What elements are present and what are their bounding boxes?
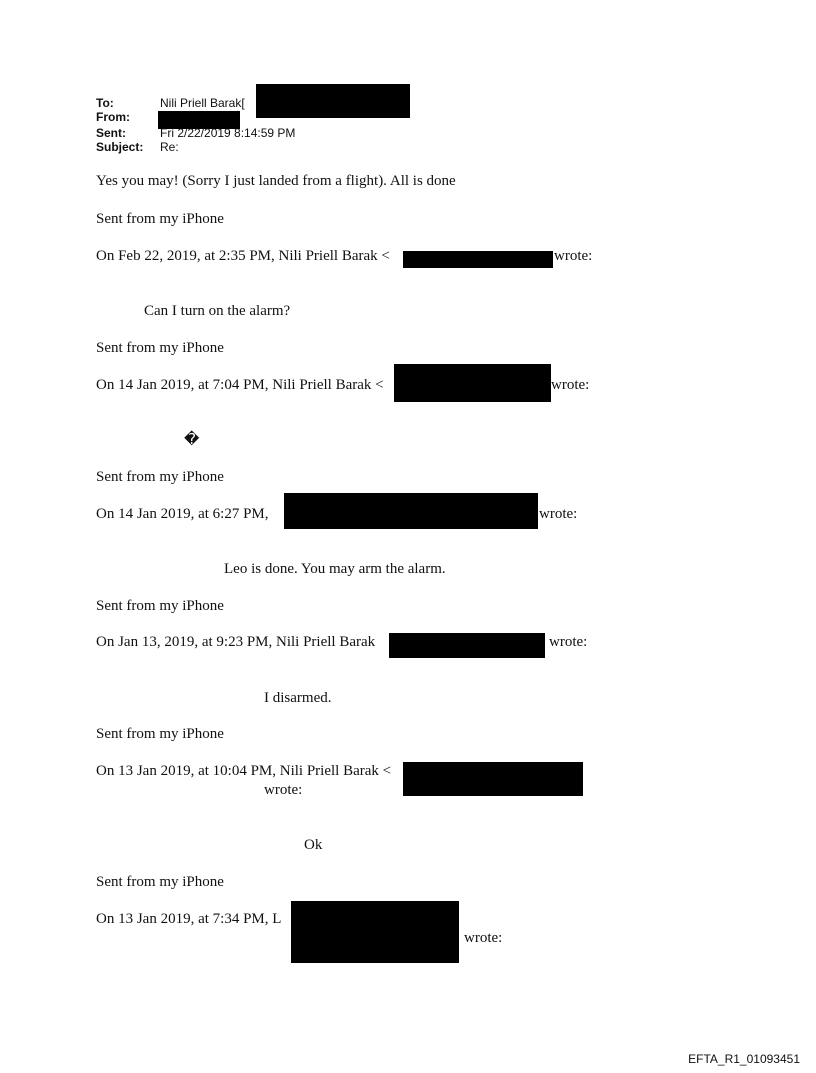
quote-header-suffix: wrote: — [551, 377, 590, 393]
quote-header: On Jan 13, 2019, at 9:23 PM, Nili Priell Barak — [96, 634, 376, 650]
quote-header: On 13 Jan 2019, at 10:04 PM, Nili Priell Barak < — [96, 763, 392, 779]
quoted-message: Can I turn on the alarm? — [144, 303, 291, 319]
signature: Sent from my iPhone — [96, 211, 224, 227]
quote-header-suffix: wrote: — [464, 930, 503, 946]
document-id: EFTA_R1_01093451 — [688, 1052, 800, 1066]
quote-header: On Feb 22, 2019, at 2:35 PM, Nili Priell Barak < — [96, 248, 390, 264]
redaction-sender — [291, 901, 459, 963]
to-value: Nili Priell Barak[ — [160, 96, 245, 110]
quote-header: On 14 Jan 2019, at 6:27 PM, — [96, 506, 269, 522]
redaction-to-address — [256, 84, 410, 118]
quote-header: On 13 Jan 2019, at 7:34 PM, L — [96, 911, 282, 927]
sent-label: Sent: — [96, 126, 126, 140]
subject-label: Subject: — [96, 140, 144, 154]
redaction-email — [389, 633, 545, 658]
signature: Sent from my iPhone — [96, 726, 224, 742]
reply-message: Yes you may! (Sorry I just landed from a flight). All is done — [96, 173, 456, 189]
quote-header-suffix: wrote: — [264, 782, 303, 798]
signature: Sent from my iPhone — [96, 340, 224, 356]
quoted-message: Ok — [304, 837, 323, 853]
quote-header-suffix: wrote: — [539, 506, 578, 522]
quoted-message: Leo is done. You may arm the alarm. — [224, 561, 446, 577]
to-label: To: — [96, 96, 114, 110]
signature: Sent from my iPhone — [96, 598, 224, 614]
quoted-message: � — [184, 432, 200, 448]
from-label: From: — [96, 110, 130, 124]
redaction-email — [403, 251, 553, 268]
quoted-message: I disarmed. — [264, 690, 332, 706]
sent-value: Fri 2/22/2019 8:14:59 PM — [160, 126, 296, 140]
redaction-email — [394, 364, 551, 402]
redaction-email — [403, 762, 583, 796]
quote-header-suffix: wrote: — [554, 248, 593, 264]
subject-value: Re: — [160, 140, 179, 154]
quote-header-suffix: wrote: — [549, 634, 588, 650]
signature: Sent from my iPhone — [96, 469, 224, 485]
redaction-sender — [284, 493, 538, 529]
quote-header: On 14 Jan 2019, at 7:04 PM, Nili Priell Barak < — [96, 377, 384, 393]
signature: Sent from my iPhone — [96, 874, 224, 890]
